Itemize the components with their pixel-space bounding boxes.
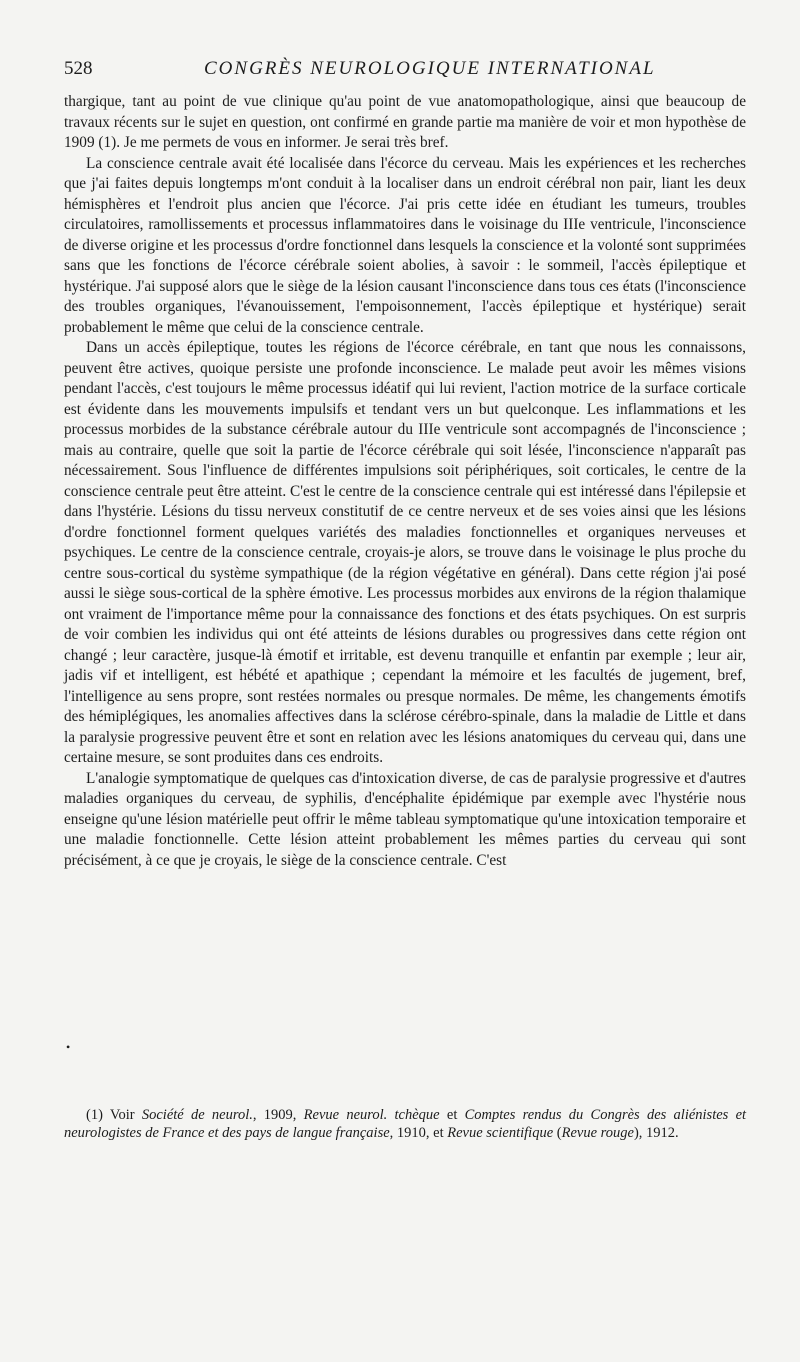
footnote-marker: (1) Voir (86, 1107, 142, 1123)
running-title: CONGRÈS NEUROLOGIQUE INTERNATIONAL (204, 58, 656, 79)
footnote-sep-5: ), 1912. (633, 1125, 679, 1141)
footnote-ref-5: Revue rouge (561, 1125, 634, 1141)
body-text (64, 92, 746, 871)
paragraph-2: La conscience centrale avait été localisée dans l'écorce du cerveau. Mais les expériences et les recherches que j'ai faites depuis longtemps m'ont conduit à la localiser dans un endroit cérébral non pair, liant les deux hémisphères et l'endroit plus ancien que l'écorce. J'ai pris cette idée en étudiant les tumeurs, troubles circulatoires, ramollissements et processus inflammatoires dans le voisinage du IIIe ventricule, l'inconscience de diverse origine et les processus d'ordre fonctionnel dans lesquels la conscience et la volonté sont supprimées sans que les fonctions de l'écorce cérébrale soient abolies, à savoir : le sommeil, l'accès épileptique et hystérique. J'ai supposé alors que le siège de la lésion causant l'inconscience dans tous ces états (l'inconscience des troubles organiques, l'évanouissement, l'empoisonnement, l'accès épileptique et hystérique) serait probablement le même que celui de la conscience centrale. (64, 154, 746, 336)
page-header (64, 58, 744, 88)
footnote (64, 1106, 746, 1142)
footnote-sep-4: ( (553, 1125, 562, 1141)
footnote-sep-3: , 1910, et (389, 1125, 448, 1141)
paragraph-3: Dans un accès épileptique, toutes les régions de l'écorce cérébrale, en tant que nous les connaissons, peuvent être actives, quoique persiste une profonde inconscience. Le malade peut avoir les mêmes visions pendant l'accès, c'est toujours le même processus idéatif qui lui revient, l'action motrice de la surface corticale est évidente dans les mouvements impulsifs et tendant vers un but quelconque. Les inflammations et les processus morbides de la substance cérébrale autour du IIIe ventricule sont accompagnés de l'inconscience ; mais au contraire, quelle que soit la partie de l'écorce cérébrale qui soit lésée, l'inconscience n'apparaît pas nécessairement. Sous l'influence de différentes impulsions soit périphériques, soit corticales, le centre de la conscience centrale peut être atteint. C'est le centre de la conscience centrale qui est intéressé dans l'épilepsie et dans l'hystérie. Lésions du tissu nerveux constitutif de ce centre nerveux et de ses voies ainsi que les lésions d'ordre fonctionnel forment quelques variétés des maladies fonctionnelles et organiques nerveuses et psychiques. Le centre de la conscience centrale, croyais-je alors, se trouve dans le voisinage le plus proche du centre sous-cortical du système sympathique (de la région végétative en général). Dans cette région j'ai posé aussi le siège sous-cortical de la sphère émotive. Les processus morbides aux environs de la région thalamique ont vraiment de l'importance même pour la connaissance des fonctions et des états psychiques. On est surpris de voir combien les individus qui ont été atteints de lésions durables ou progressives dans cette région ont changé ; leur caractère, jusque-là émotif et irritable, est devenu tranquille et enfantin par exemple ; leur air, jadis vif et intelligent, est hébété et apathique ; cependant la mémoire et les facultés de jugement, bref, l'intelligence au sens propre, sont restées normales ou presque normales. De même, les changements émotifs des hémiplégiques, les anomalies affectives dans la sclérose cérébro-spinale, dans la maladie de Little et dans la paralysie progressive peuvent être et sont en relation avec les lésions anatomiques du cerveau qui, dans une certaine mesure, se sont produites dans ces endroits. (64, 339, 746, 766)
footnote-text (64, 1106, 746, 1142)
page-number: 528 (64, 58, 93, 79)
footnote-ref-4: Revue scientifique (447, 1125, 554, 1141)
footnote-ref-3: Comptes rendus du Congrès des aliénistes et neurologistes de France et des pays de langue française (64, 1107, 747, 1141)
footnote-ref-1: Société de neurol. (141, 1107, 253, 1123)
bullet-mark: • (66, 1040, 71, 1054)
footnote-sep-2: et (439, 1107, 465, 1123)
paragraph-4: L'analogie symptomatique de quelques cas d'intoxication diverse, de cas de paralysie progressive et d'autres maladies organiques du cerveau, de syphilis, d'encéphalite épidémique par exemple avec l'hystérie nous enseigne qu'une lésion matérielle peut offrir le même tableau symptomatique qu'une intoxication temporaire et une maladie fonctionnelle. Cette lésion atteint probablement les mêmes parties du cerveau qui sont précisément, à ce que je croyais, le siège de la conscience centrale. C'est (64, 769, 746, 869)
footnote-sep-1: , 1909, (252, 1107, 304, 1123)
paragraph-1: thargique, tant au point de vue clinique qu'au point de vue anatomopathologique, ainsi que beaucoup de travaux récents sur le sujet en question, ont confirmé en grande partie ma manière de voir et mon hypothèse de 1909 (1). Je me permets de vous en informer. Je serai très bref. (64, 93, 746, 151)
footnote-ref-2: Revue neurol. tchèque (303, 1107, 440, 1123)
